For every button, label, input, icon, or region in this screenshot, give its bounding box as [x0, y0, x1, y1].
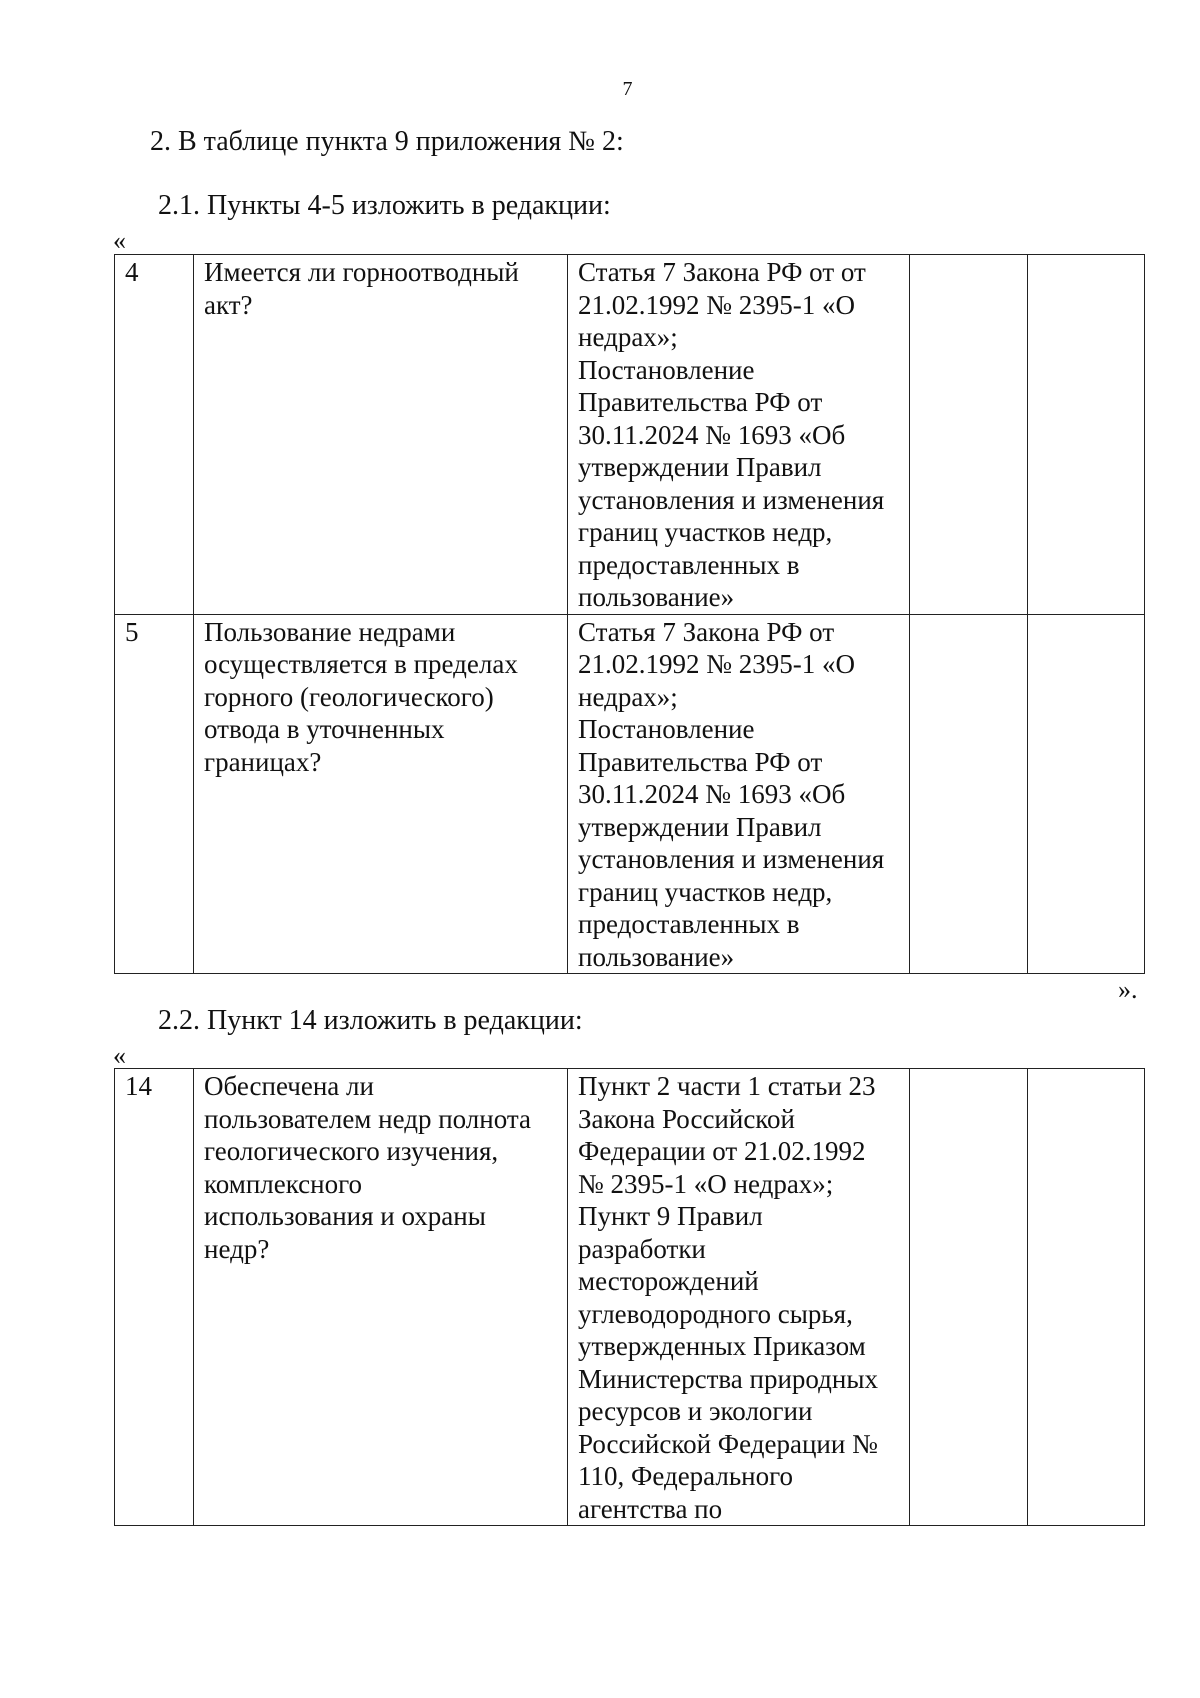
row-number-cell: 4 — [115, 255, 194, 615]
section-2-1-open-quote: « — [113, 226, 126, 255]
question-cell: Имеется ли горноотводный акт? — [194, 255, 568, 615]
table-row — [115, 1069, 1145, 1526]
empty-cell — [910, 255, 1028, 615]
page-number: 7 — [622, 78, 633, 100]
reference-cell: Статья 7 Закона РФ от от 21.02.1992 № 2395-1 «О недрах»; Постановление Правительства РФ от 30.11.2024 № 1693 «Об утверждении Правил установления и изменения границ участков недр, предоставленных в пользование» — [568, 255, 910, 615]
table-row — [115, 614, 1145, 974]
table-row — [115, 255, 1145, 615]
row-number-cell: 14 — [115, 1069, 194, 1526]
empty-cell — [910, 1069, 1028, 1526]
question-cell: Обеспечена ли пользователем недр полнота геологического изучения, комплексного использования и охраны недр? — [194, 1069, 568, 1526]
reference-cell: Пункт 2 части 1 статьи 23 Закона Российской Федерации от 21.02.1992 № 2395-1 «О недрах»; Пункт 9 Правил разработки месторождений углеводородного сырья, утвержденных Приказом Министерства природных ресурсов и экологии Российской Федерации № 110, Федерального агентства по — [568, 1069, 910, 1526]
section-2-2-open-quote: « — [113, 1041, 126, 1070]
section-2-1-title: 2.1. Пункты 4-5 изложить в редакции: — [158, 190, 611, 221]
empty-cell — [1028, 255, 1145, 615]
section-2-2-table — [114, 1068, 1145, 1526]
empty-cell — [1028, 1069, 1145, 1526]
reference-cell: Статья 7 Закона РФ от 21.02.1992 № 2395-1 «О недрах»; Постановление Правительства РФ от 30.11.2024 № 1693 «Об утверждении Правил установления и изменения границ участков недр, предоставленных в пользование» — [568, 614, 910, 974]
row-number-cell: 5 — [115, 614, 194, 974]
empty-cell — [1028, 614, 1145, 974]
amendment-heading: 2. В таблице пункта 9 приложения № 2: — [150, 126, 624, 157]
section-2-1-close-quote: ». — [1118, 975, 1138, 1004]
question-cell: Пользование недрами осуществляется в пределах горного (геологического) отвода в уточненных границах? — [194, 614, 568, 974]
empty-cell — [910, 614, 1028, 974]
section-2-1-table — [114, 254, 1145, 974]
section-2-2-title: 2.2. Пункт 14 изложить в редакции: — [158, 1005, 583, 1036]
